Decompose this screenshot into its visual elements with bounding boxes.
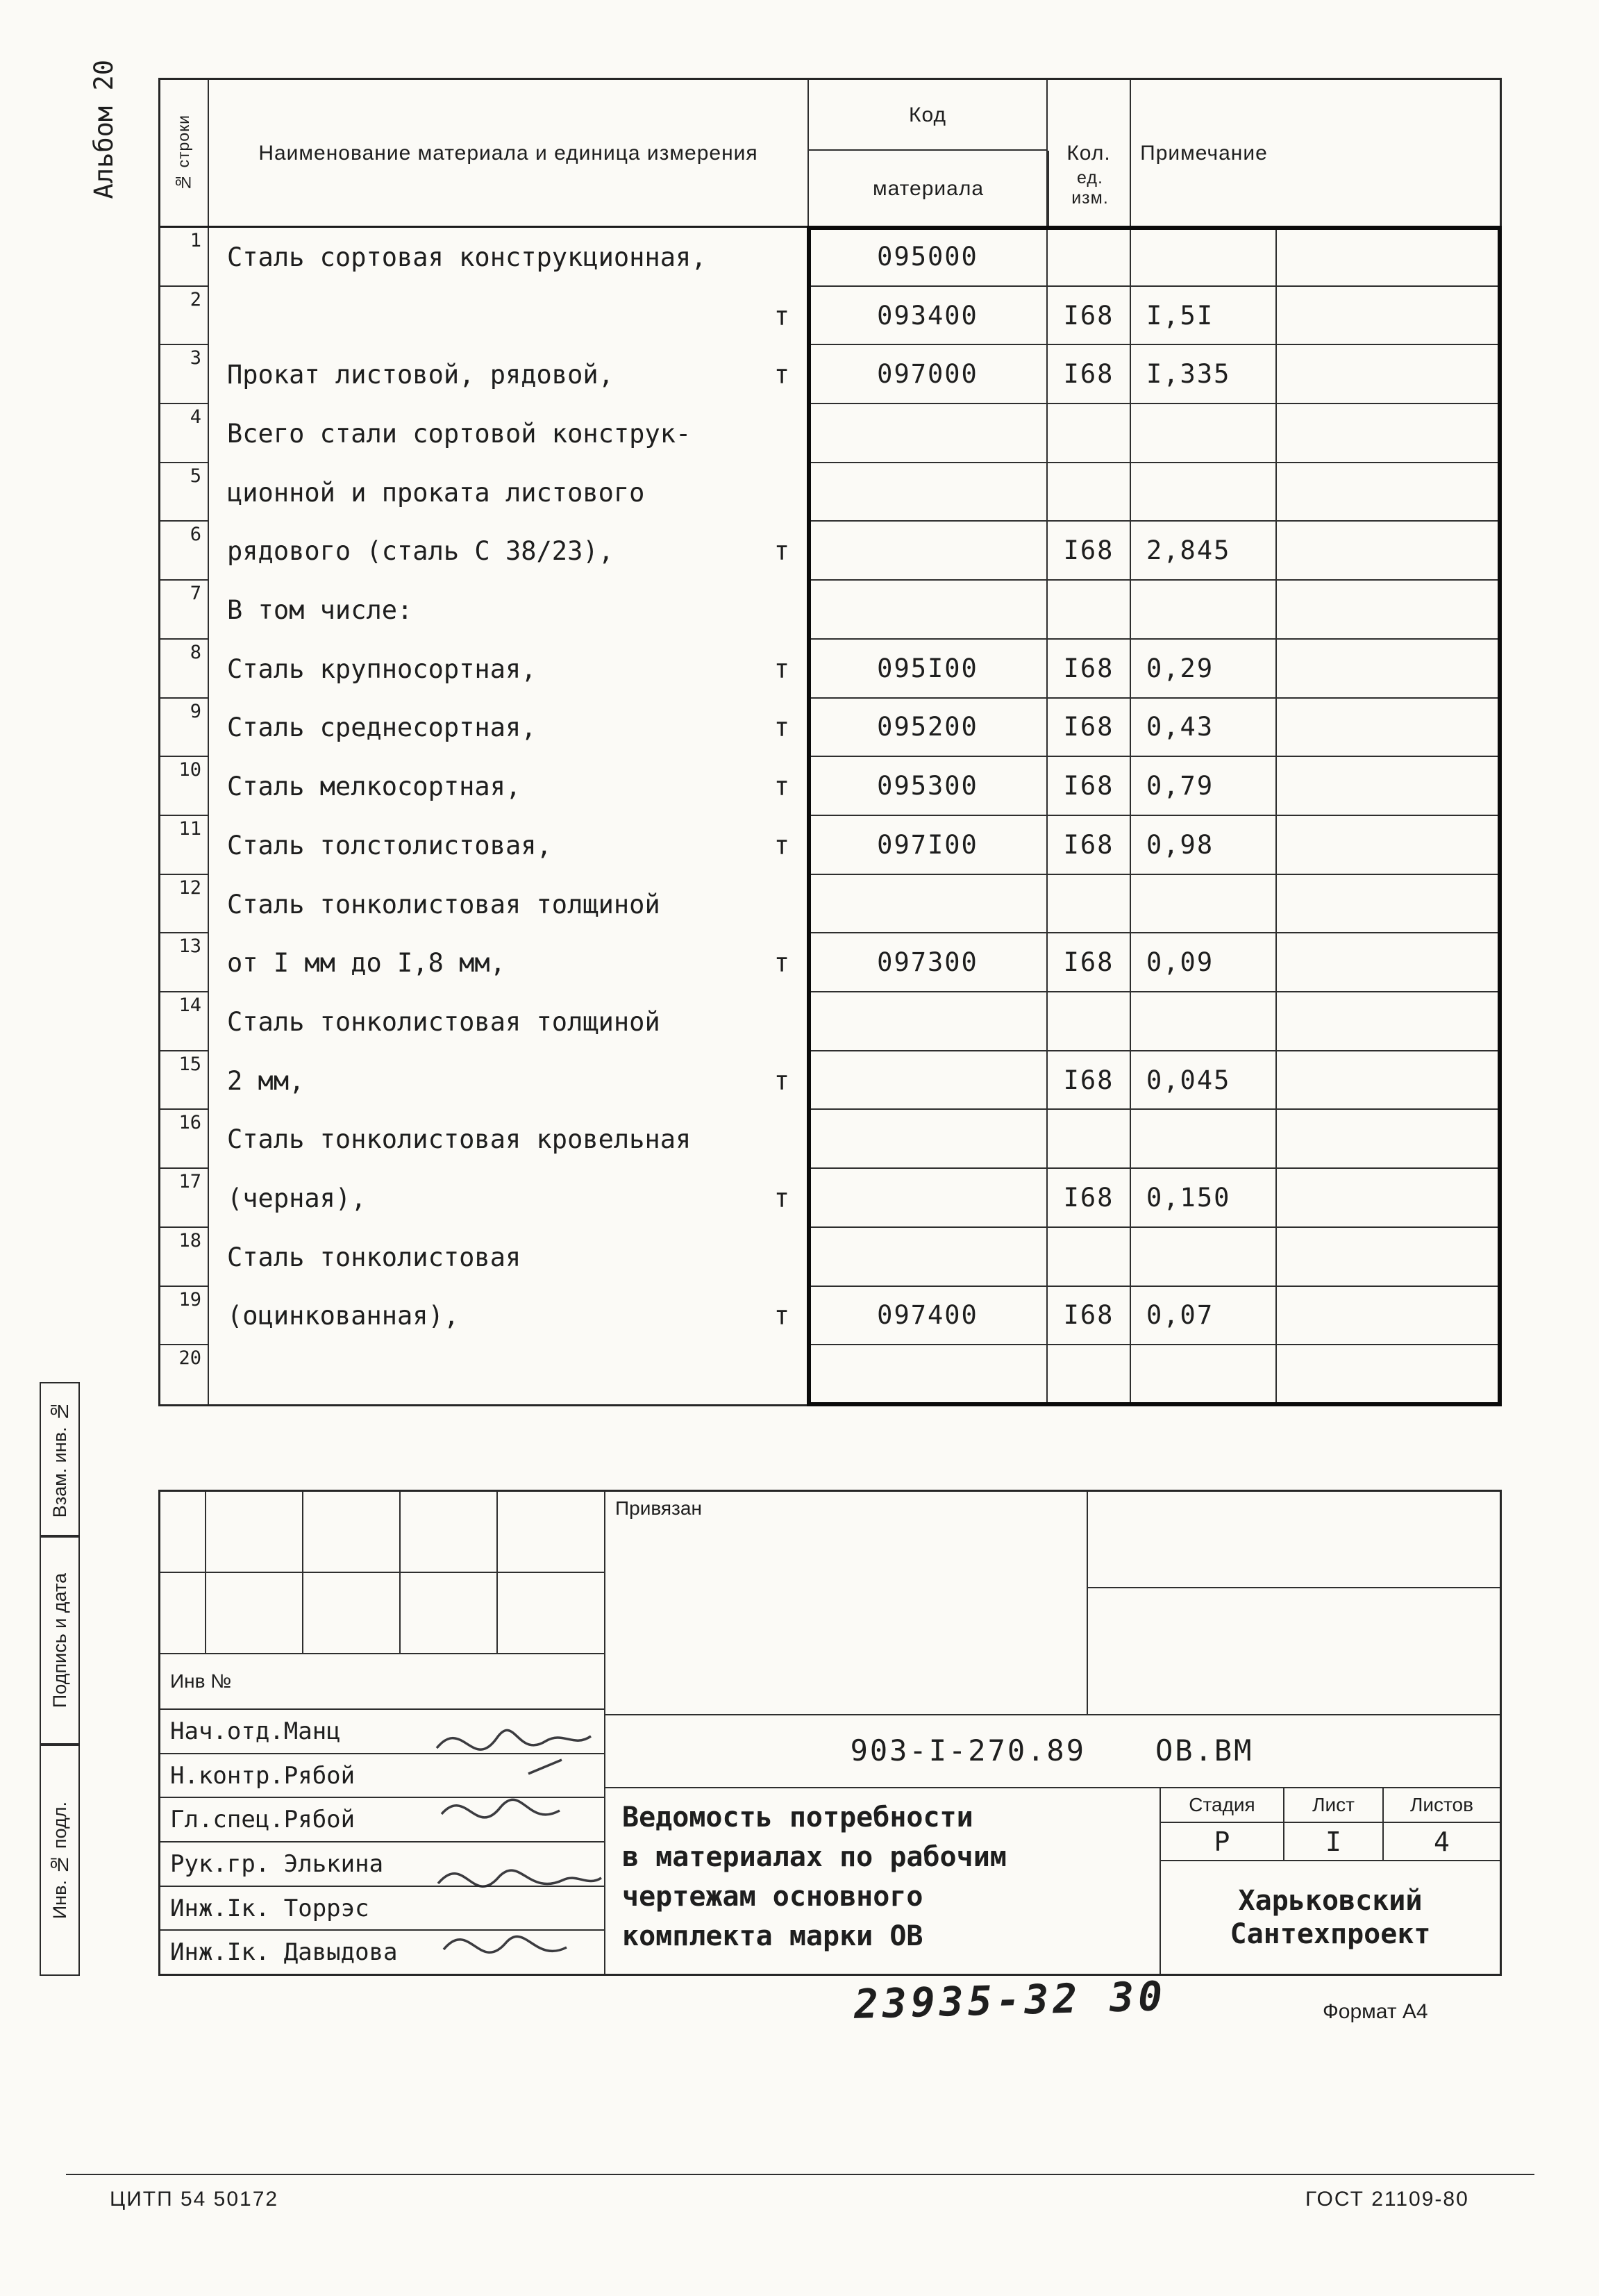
revision-cell: [401, 1573, 498, 1654]
material-code: 095I00: [809, 640, 1048, 699]
material-name: Сталь тонколистовая: [209, 1228, 809, 1287]
unit-letter: т: [773, 536, 789, 567]
divider: [1087, 1492, 1088, 1714]
quantity: [1131, 1228, 1277, 1287]
row-number: 15: [160, 1051, 209, 1110]
material-name: (черная), т: [209, 1169, 809, 1228]
revision-cell: [206, 1492, 303, 1573]
unit-code: I68: [1048, 816, 1131, 875]
material-name: Сталь тонколистовая толщиной: [209, 992, 809, 1051]
row-number: 13: [160, 933, 209, 992]
material-name: ционной и проката листового: [209, 463, 809, 522]
header-code-material: материала: [872, 176, 985, 200]
material-name: [209, 287, 809, 346]
divider: [1087, 1587, 1500, 1588]
quantity: [1131, 875, 1277, 934]
stage-value: Р: [1161, 1823, 1284, 1861]
unit-letter: т: [773, 360, 789, 390]
material-name: [209, 1345, 809, 1404]
title-line: в материалах по рабочим: [622, 1841, 1007, 1873]
note: [1277, 404, 1500, 463]
table-row: [160, 1228, 1500, 1287]
note: [1277, 345, 1500, 404]
quantity: 0,79: [1131, 757, 1277, 816]
table-row: [160, 581, 1500, 640]
unit-code: [1048, 1345, 1131, 1404]
material-code: 095300: [809, 757, 1048, 816]
document-title: [604, 1788, 1160, 1974]
table-row: [160, 875, 1500, 934]
footer-rule: [66, 2174, 1534, 2175]
revision-cell: [303, 1492, 401, 1573]
table-row: [160, 992, 1500, 1051]
row-number: 7: [160, 581, 209, 640]
note: [1277, 816, 1500, 875]
row-number: 20: [160, 1345, 209, 1404]
material-code: [809, 1110, 1048, 1169]
quantity: 0,43: [1131, 699, 1277, 758]
material-name: Сталь мелкосортная, т: [209, 757, 809, 816]
table-header: [160, 80, 1500, 228]
quantity: [1131, 404, 1277, 463]
sidebox-inv-podl: Инв. № подл.: [40, 1745, 80, 1976]
row-number: 16: [160, 1110, 209, 1169]
stage-table: [1161, 1788, 1500, 1974]
material-code: 097I00: [809, 816, 1048, 875]
unit-letter: т: [773, 1301, 789, 1331]
signature-row: Инж.Iк. Торрэс: [160, 1887, 604, 1931]
unit-code: I68: [1048, 1051, 1131, 1110]
unit-letter: т: [773, 948, 789, 979]
note: [1277, 1287, 1500, 1346]
material-name: Всего стали сортовой конструк-: [209, 404, 809, 463]
material-name: рядового (сталь С 38/23), т: [209, 522, 809, 581]
unit-letter: т: [773, 713, 789, 743]
note: [1277, 640, 1500, 699]
signature-row: Инж.Iк. Давыдова: [170, 1938, 398, 1967]
row-number: 19: [160, 1287, 209, 1346]
material-code: 097400: [809, 1287, 1048, 1346]
inv-number-row: [160, 1654, 604, 1710]
unit-code: I68: [1048, 640, 1131, 699]
quantity: 0,045: [1131, 1051, 1277, 1110]
unit-code: I68: [1048, 1287, 1131, 1346]
material-name: Сталь крупносортная, т: [209, 640, 809, 699]
table-row: [160, 1345, 1500, 1404]
title-line: комплекта марки ОВ: [622, 1920, 923, 1952]
material-code: [809, 404, 1048, 463]
inv-number-label: Инв №: [170, 1670, 232, 1692]
sheets-value: 4: [1384, 1823, 1500, 1861]
sheets-header: Листов: [1384, 1788, 1500, 1823]
material-code: 093400: [809, 287, 1048, 346]
quantity: 0,29: [1131, 640, 1277, 699]
note: [1277, 992, 1500, 1051]
table-row: [160, 1110, 1500, 1169]
note: [1277, 463, 1500, 522]
header-code-label: Код: [908, 103, 946, 126]
material-name: Сталь сортовая конструкционная,: [209, 228, 809, 287]
material-code: [809, 1051, 1048, 1110]
unit-letter: т: [773, 772, 789, 802]
material-code: [809, 1345, 1048, 1404]
unit-code: [1048, 404, 1131, 463]
document-number-row: [604, 1715, 1500, 1786]
note: [1277, 1228, 1500, 1287]
table-row: [160, 1287, 1500, 1346]
material-code: 095200: [809, 699, 1048, 758]
document-number: 903-I-270.89: [850, 1733, 1086, 1767]
unit-code: I68: [1048, 933, 1131, 992]
row-number: 5: [160, 463, 209, 522]
quantity: I,5I: [1131, 287, 1277, 346]
table-row: [160, 640, 1500, 699]
material-name: Сталь среднесортная, т: [209, 699, 809, 758]
material-code: 095000: [809, 228, 1048, 287]
row-number: 14: [160, 992, 209, 1051]
handwritten-archive-number: 23935-32 30: [853, 1972, 1167, 2028]
quantity: 0,150: [1131, 1169, 1277, 1228]
materials-table: [158, 78, 1502, 1406]
footer-left: ЦИТП 54 50172: [110, 2188, 279, 2211]
attached-label: Привязан: [615, 1497, 702, 1519]
unit-letter: т: [773, 1183, 789, 1214]
note: [1277, 1169, 1500, 1228]
row-number: 1: [160, 228, 209, 287]
note: [1277, 757, 1500, 816]
unit-code: [1048, 1110, 1131, 1169]
title-line: чертежам основного: [622, 1881, 923, 1913]
row-number: 8: [160, 640, 209, 699]
header-code-unit: ед. изм.: [1048, 151, 1131, 226]
material-name: Сталь тонколистовая толщиной: [209, 875, 809, 934]
material-code: [809, 522, 1048, 581]
material-name: 2 мм, т: [209, 1051, 809, 1110]
material-name: В том числе:: [209, 581, 809, 640]
signature-row: Гл.спец.Рябой: [160, 1798, 604, 1842]
revision-cell: [160, 1573, 206, 1654]
sidebox-podpis-data: Подпись и дата: [40, 1536, 80, 1745]
row-number: 9: [160, 699, 209, 758]
unit-code: [1048, 875, 1131, 934]
unit-letter: т: [773, 830, 789, 860]
material-code: [809, 1169, 1048, 1228]
quantity: 0,07: [1131, 1287, 1277, 1346]
material-code: [809, 1228, 1048, 1287]
material-name: Сталь толстолистовая, т: [209, 816, 809, 875]
material-name: (оцинкованная), т: [209, 1287, 809, 1346]
row-number: 17: [160, 1169, 209, 1228]
table-row: [160, 1051, 1500, 1110]
unit-code: I68: [1048, 1169, 1131, 1228]
unit-letter: т: [773, 301, 789, 331]
table-row: [160, 463, 1500, 522]
unit-code: [1048, 228, 1131, 287]
table-row: [160, 699, 1500, 758]
row-number: 4: [160, 404, 209, 463]
signature-rows: [160, 1710, 604, 1974]
unit-code: I68: [1048, 287, 1131, 346]
unit-code: I68: [1048, 345, 1131, 404]
note: [1277, 228, 1500, 287]
unit-code: I68: [1048, 522, 1131, 581]
unit-code: I68: [1048, 699, 1131, 758]
note: [1277, 1051, 1500, 1110]
note: [1277, 875, 1500, 934]
unit-code: [1048, 463, 1131, 522]
signature-row: Рук.гр. Элькина: [160, 1842, 604, 1887]
header-material-name: Наименование материала и единица измерения: [209, 80, 809, 226]
header-note: Примечание: [1140, 141, 1268, 165]
revision-cell: [498, 1573, 604, 1654]
table-row: [160, 345, 1500, 404]
revision-grid: [160, 1492, 604, 1654]
sheet-header: Лист: [1284, 1788, 1384, 1823]
quantity: 2,845: [1131, 522, 1277, 581]
title-block: [158, 1490, 1502, 1976]
row-number: 6: [160, 522, 209, 581]
material-name: от I мм до I,8 мм, т: [209, 933, 809, 992]
material-code: 097000: [809, 345, 1048, 404]
row-number: 2: [160, 287, 209, 346]
materials-rows: [160, 228, 1500, 1404]
document-code: ОВ.ВМ: [1155, 1733, 1254, 1767]
material-name: Прокат листовой, рядовой, т: [209, 345, 809, 404]
row-number: 11: [160, 816, 209, 875]
material-name: Сталь тонколистовая кровельная: [209, 1110, 809, 1169]
note: [1277, 287, 1500, 346]
quantity: [1131, 228, 1277, 287]
note: [1277, 581, 1500, 640]
material-code: [809, 581, 1048, 640]
table-row: [160, 228, 1500, 287]
signature-row: Н.контр.Рябой: [160, 1754, 604, 1799]
format-label: Формат А4: [1323, 2000, 1428, 2023]
header-row-number: № строки: [160, 80, 209, 226]
note: [1277, 522, 1500, 581]
note: [1277, 699, 1500, 758]
quantity: [1131, 992, 1277, 1051]
table-row: [160, 404, 1500, 463]
signature-row: Нач.отд.Манц: [160, 1710, 604, 1754]
unit-letter: т: [773, 1065, 789, 1096]
row-number: 12: [160, 875, 209, 934]
header-quantity: Кол.: [1048, 80, 1131, 226]
organization-name: Харьковский Сантехпроект: [1230, 1885, 1431, 1950]
quantity: [1131, 463, 1277, 522]
sidebox-vzam-inv: Взам. инв. №: [40, 1382, 80, 1536]
revision-cell: [498, 1492, 604, 1573]
revision-cell: [303, 1573, 401, 1654]
quantity: [1131, 1345, 1277, 1404]
table-row: [160, 522, 1500, 581]
quantity: [1131, 581, 1277, 640]
stage-header: Стадия: [1161, 1788, 1284, 1823]
row-number: 3: [160, 345, 209, 404]
note: [1277, 933, 1500, 992]
material-code: [809, 463, 1048, 522]
row-number: 10: [160, 757, 209, 816]
unit-code: I68: [1048, 757, 1131, 816]
material-code: 097300: [809, 933, 1048, 992]
note: [1277, 1110, 1500, 1169]
footer-right: ГОСТ 21109-80: [1305, 2188, 1469, 2211]
quantity: 0,09: [1131, 933, 1277, 992]
table-row: [160, 816, 1500, 875]
table-row: [160, 933, 1500, 992]
sheet-value: I: [1284, 1823, 1384, 1861]
table-row: [160, 757, 1500, 816]
revision-cell: [401, 1492, 498, 1573]
table-row: [160, 1169, 1500, 1228]
unit-code: [1048, 992, 1131, 1051]
title-line: Ведомость потребности: [622, 1802, 973, 1833]
unit-letter: т: [773, 654, 789, 684]
unit-code: [1048, 581, 1131, 640]
table-row: [160, 287, 1500, 346]
note: [1277, 1345, 1500, 1404]
material-code: [809, 875, 1048, 934]
revision-cell: [206, 1573, 303, 1654]
album-label: Альбом 20: [89, 60, 119, 199]
revision-cell: [160, 1492, 206, 1573]
material-code: [809, 992, 1048, 1051]
quantity: 0,98: [1131, 816, 1277, 875]
quantity: I,335: [1131, 345, 1277, 404]
unit-code: [1048, 1228, 1131, 1287]
row-number: 18: [160, 1228, 209, 1287]
quantity: [1131, 1110, 1277, 1169]
